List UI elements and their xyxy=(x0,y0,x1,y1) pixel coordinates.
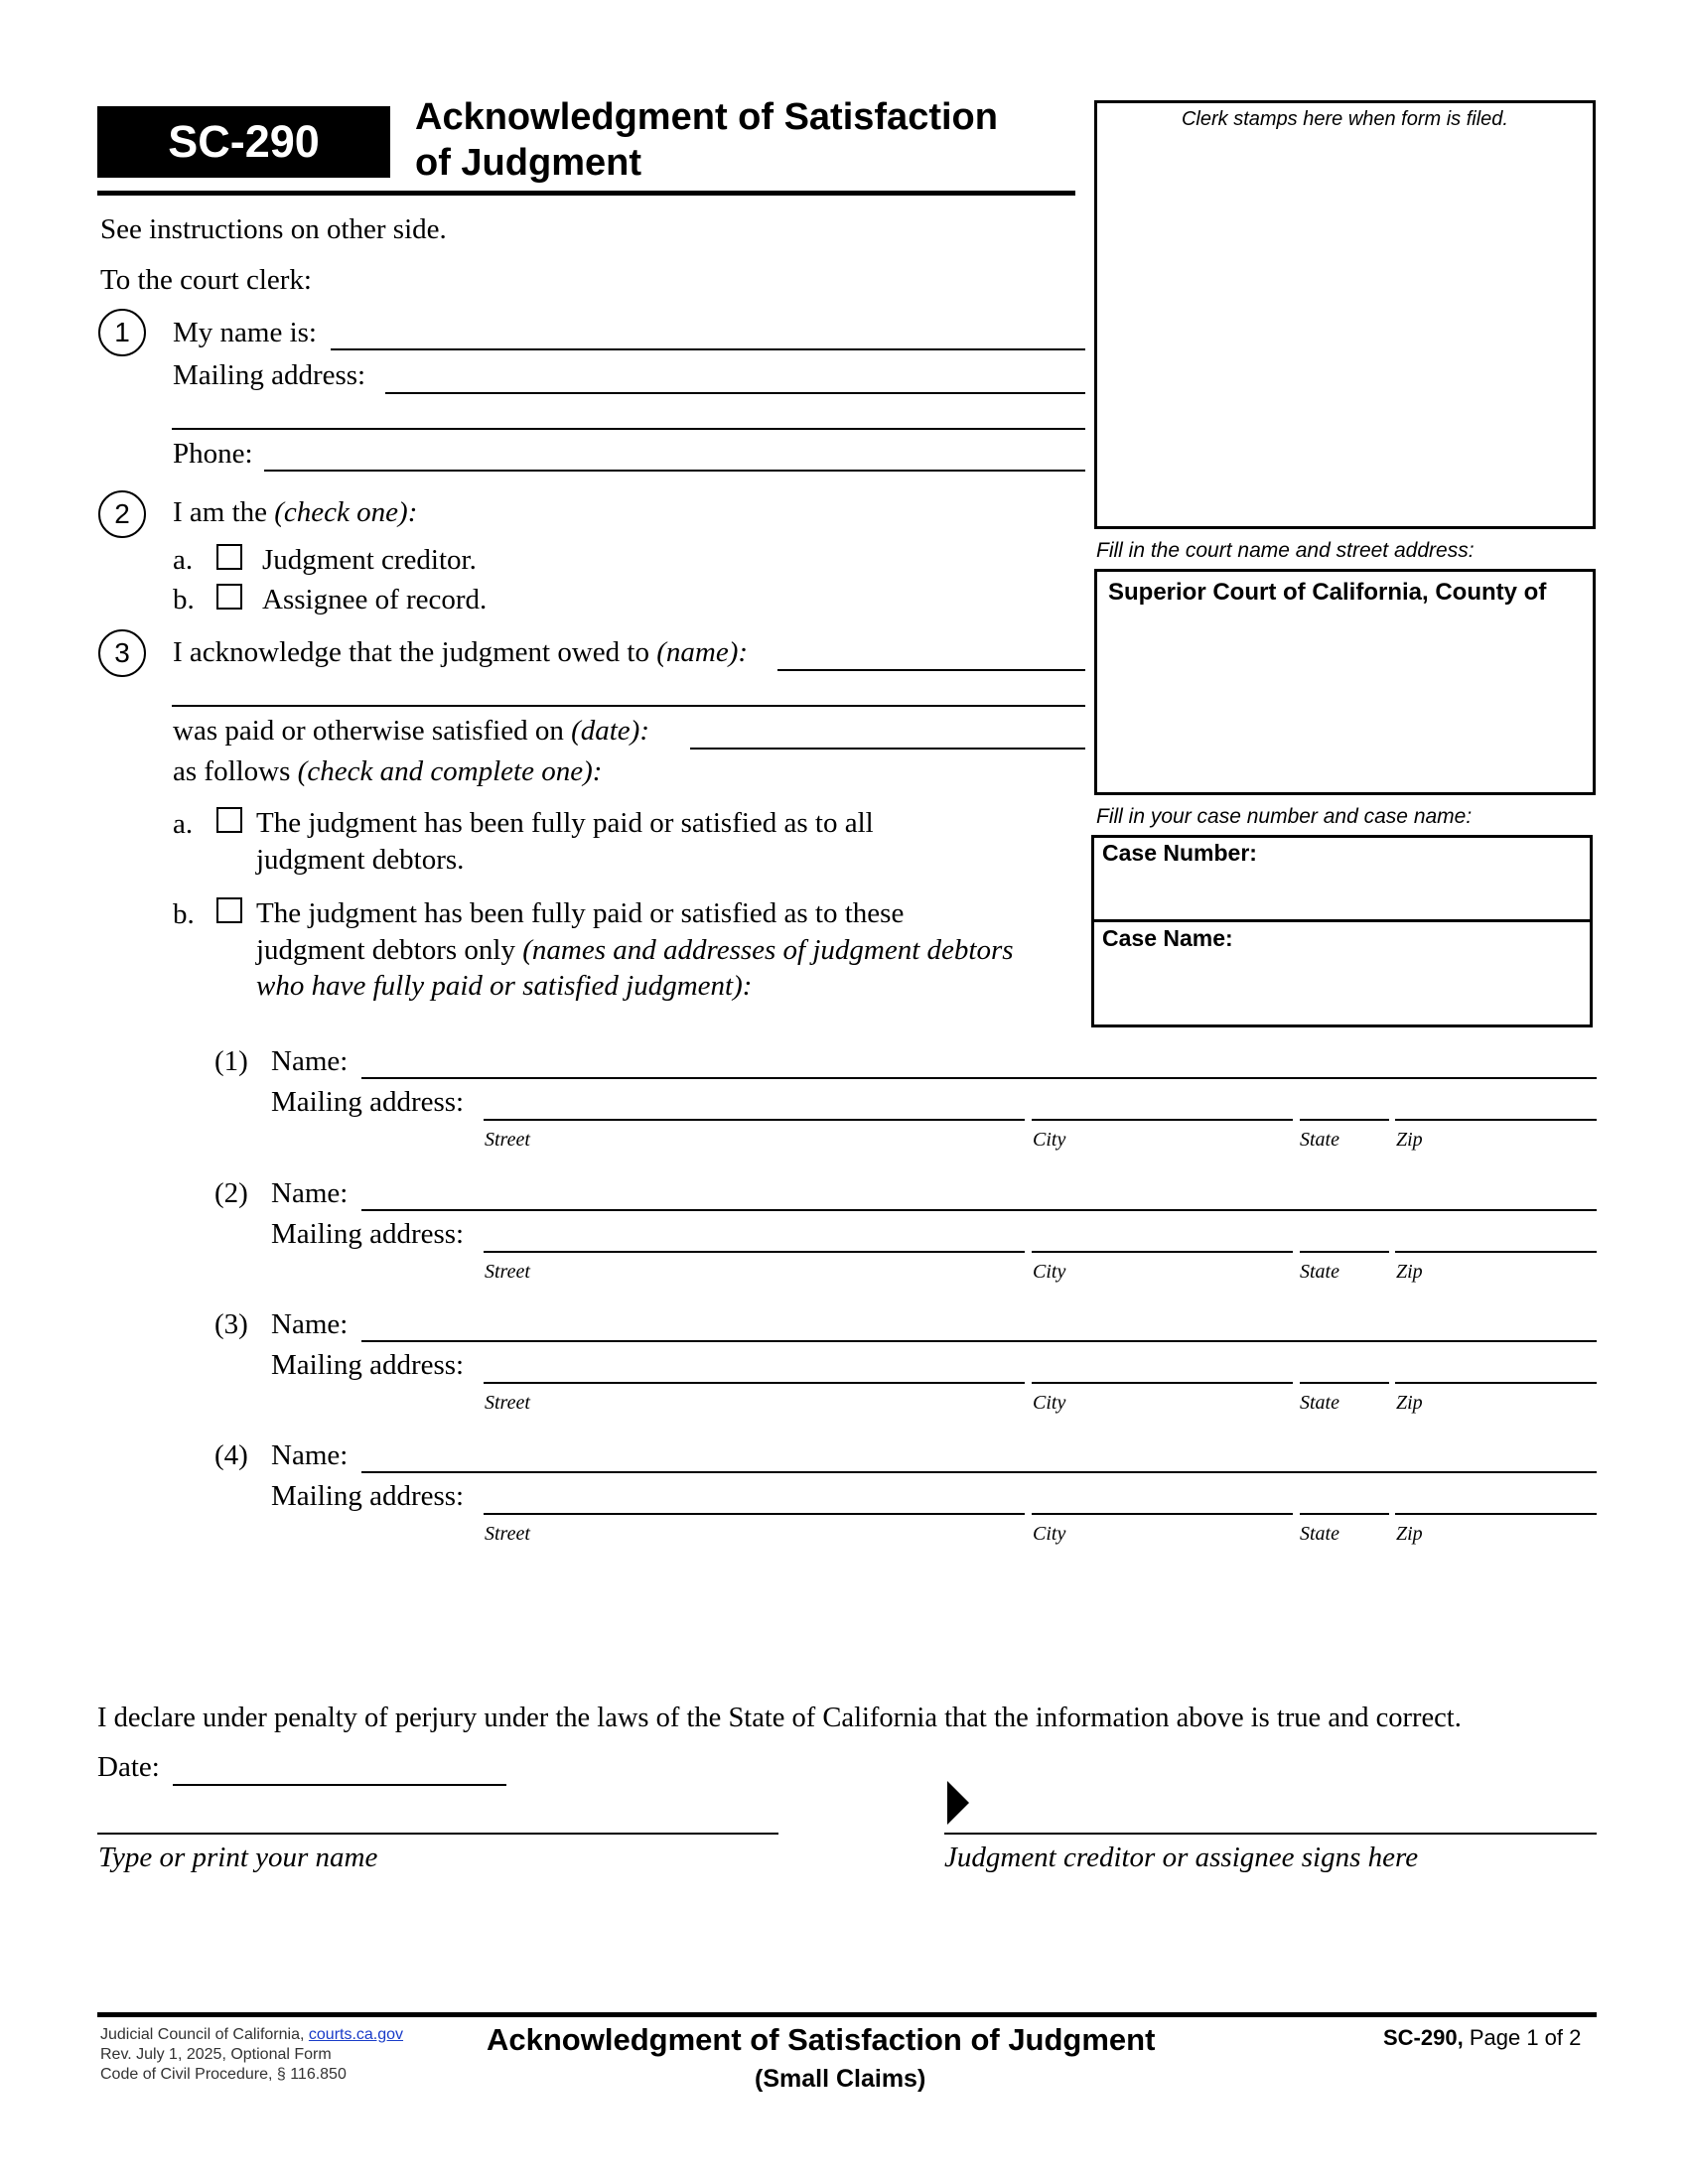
phone-field[interactable] xyxy=(264,470,1085,472)
debtor-1-name-label: Name: xyxy=(271,1045,349,1077)
role-option-b-letter: b. xyxy=(173,584,195,615)
debtor-1-city-caption: City xyxy=(1033,1129,1066,1151)
date-field[interactable] xyxy=(173,1784,506,1786)
debtor-3-zip-caption: Zip xyxy=(1396,1392,1423,1414)
mailing-address-label: Mailing address: xyxy=(173,359,366,391)
fully-paid-some-line2-main: judgment debtors only xyxy=(256,934,515,966)
satisfaction-option-a-letter: a. xyxy=(173,808,194,840)
fully-paid-some-line2 xyxy=(256,936,1014,965)
debtor-1-state-caption: State xyxy=(1300,1129,1339,1151)
case-number-label: Case Number: xyxy=(1102,840,1257,866)
debtor-1-city-field[interactable] xyxy=(1032,1119,1293,1121)
acknowledge-main: I acknowledge that the judgment owed to xyxy=(173,636,649,668)
role-question xyxy=(173,498,417,527)
debtor-3-zip-field[interactable] xyxy=(1395,1382,1597,1384)
debtor-1-street-caption: Street xyxy=(485,1129,530,1151)
case-name-label: Case Name: xyxy=(1102,925,1233,951)
acknowledge-text xyxy=(173,638,748,667)
courts-link[interactable]: courts.ca.gov xyxy=(308,2026,404,2043)
form-title-line1: Acknowledgment of Satisfaction xyxy=(415,96,998,138)
to-court-clerk: To the court clerk: xyxy=(100,264,312,296)
debtor-1-zip-field[interactable] xyxy=(1395,1119,1597,1121)
debtor-4-state-field[interactable] xyxy=(1300,1513,1389,1515)
assignee-checkbox[interactable] xyxy=(216,584,242,610)
debtor-2-street-field[interactable] xyxy=(484,1251,1025,1253)
clerk-stamp-box xyxy=(1094,100,1596,529)
header-rule xyxy=(97,191,1075,196)
mailing-address-field[interactable] xyxy=(385,392,1085,394)
debtor-2-zip-caption: Zip xyxy=(1396,1261,1423,1283)
debtor-3-state-caption: State xyxy=(1300,1392,1339,1414)
debtor-4-city-field[interactable] xyxy=(1032,1513,1293,1515)
debtor-3-street-caption: Street xyxy=(485,1392,530,1414)
as-follows-hint: (check and complete one): xyxy=(297,755,603,787)
debtor-4-number: (4) xyxy=(214,1439,248,1471)
assignee-label: Assignee of record. xyxy=(262,584,488,615)
date-label: Date: xyxy=(97,1751,160,1783)
clerk-stamp-label: Clerk stamps here when form is filed. xyxy=(1181,108,1508,130)
footer-rule xyxy=(97,2012,1597,2017)
debtor-2-state-field[interactable] xyxy=(1300,1251,1389,1253)
item-2-number: 2 xyxy=(98,490,146,538)
debtor-3-mailing-label: Mailing address: xyxy=(271,1349,465,1381)
debtor-1-mailing-label: Mailing address: xyxy=(271,1086,465,1118)
fully-paid-all-line1: The judgment has been fully paid or satisfied as to all xyxy=(256,807,874,839)
debtor-4-city-caption: City xyxy=(1033,1523,1066,1545)
debtor-4-name-field[interactable] xyxy=(361,1471,1597,1473)
debtor-4-mailing-label: Mailing address: xyxy=(271,1480,465,1512)
footer-page-number: Page 1 of 2 xyxy=(1469,2025,1582,2050)
debtor-3-name-field[interactable] xyxy=(361,1340,1597,1342)
footer-form-id: SC-290, xyxy=(1383,2025,1464,2050)
signature-field[interactable] xyxy=(944,1833,1597,1835)
judgment-creditor-checkbox[interactable] xyxy=(216,544,242,570)
court-name: Superior Court of California, County of xyxy=(1108,579,1547,606)
debtor-2-zip-field[interactable] xyxy=(1395,1251,1597,1253)
debtor-2-street-caption: Street xyxy=(485,1261,530,1283)
debtor-4-name-label: Name: xyxy=(271,1439,349,1471)
perjury-declaration: I declare under penalty of perjury under the laws of the State of California that the information above is true and correct. xyxy=(97,1703,1462,1733)
my-name-label: My name is: xyxy=(173,317,317,348)
fully-paid-some-checkbox[interactable] xyxy=(216,897,242,923)
acknowledge-hint: (name): xyxy=(656,636,749,668)
debtor-4-street-field[interactable] xyxy=(484,1513,1025,1515)
debtor-4-state-caption: State xyxy=(1300,1523,1339,1545)
role-question-hint: (check one): xyxy=(274,496,418,528)
signature-caption: Judgment creditor or assignee signs here xyxy=(944,1842,1419,1873)
case-number-box[interactable] xyxy=(1091,835,1593,922)
my-name-field[interactable] xyxy=(331,348,1085,350)
court-instruction: Fill in the court name and street address: xyxy=(1096,539,1475,562)
fully-paid-some-line3: who have fully paid or satisfied judgment): xyxy=(256,970,753,1002)
fully-paid-all-checkbox[interactable] xyxy=(216,807,242,833)
fully-paid-some-line1: The judgment has been fully paid or satisfied as to these xyxy=(256,897,905,929)
printed-name-field[interactable] xyxy=(97,1833,778,1835)
fully-paid-all-line2: judgment debtors. xyxy=(256,844,465,876)
paid-on-main: was paid or otherwise satisfied on xyxy=(173,715,564,747)
footer-revision: Rev. July 1, 2025, Optional Form xyxy=(100,2046,332,2063)
creditor-name-field-line2[interactable] xyxy=(172,705,1085,707)
printed-name-caption: Type or print your name xyxy=(98,1842,378,1873)
debtor-1-street-field[interactable] xyxy=(484,1119,1025,1121)
debtor-3-state-field[interactable] xyxy=(1300,1382,1389,1384)
item-1-number: 1 xyxy=(98,309,146,356)
footer-council-line xyxy=(100,2025,403,2045)
court-address-box[interactable] xyxy=(1094,569,1596,795)
instructions-note: See instructions on other side. xyxy=(100,213,447,245)
debtor-2-city-caption: City xyxy=(1033,1261,1066,1283)
form-title xyxy=(415,94,998,186)
debtor-1-name-field[interactable] xyxy=(361,1077,1597,1079)
footer-info xyxy=(100,2025,403,2085)
role-question-text: I am the xyxy=(173,496,268,528)
debtor-4-zip-caption: Zip xyxy=(1396,1523,1423,1545)
debtor-2-name-field[interactable] xyxy=(361,1209,1597,1211)
as-follows-main: as follows xyxy=(173,755,291,787)
debtor-2-state-caption: State xyxy=(1300,1261,1339,1283)
paid-on-hint: (date): xyxy=(571,715,649,747)
phone-label: Phone: xyxy=(173,438,253,470)
debtor-2-name-label: Name: xyxy=(271,1177,349,1209)
debtor-3-street-field[interactable] xyxy=(484,1382,1025,1384)
sign-here-arrow-icon xyxy=(947,1781,969,1825)
case-instruction: Fill in your case number and case name: xyxy=(1096,805,1473,828)
debtor-1-state-field[interactable] xyxy=(1300,1119,1389,1121)
debtor-3-name-label: Name: xyxy=(271,1308,349,1340)
debtor-4-zip-field[interactable] xyxy=(1395,1513,1597,1515)
debtor-2-mailing-label: Mailing address: xyxy=(271,1218,465,1250)
debtor-2-city-field[interactable] xyxy=(1032,1251,1293,1253)
satisfied-date-field[interactable] xyxy=(690,748,1085,750)
footer-code: Code of Civil Procedure, § 116.850 xyxy=(100,2066,347,2083)
form-id-badge: SC-290 xyxy=(97,106,390,178)
debtor-1-number: (1) xyxy=(214,1045,248,1077)
footer-council: Judicial Council of California, xyxy=(100,2026,305,2043)
creditor-name-field[interactable] xyxy=(777,669,1085,671)
debtor-3-city-caption: City xyxy=(1033,1392,1066,1414)
form-title-line2: of Judgment xyxy=(415,142,641,184)
debtor-3-number: (3) xyxy=(214,1308,248,1340)
footer-page xyxy=(1383,2025,1581,2051)
paid-on-text xyxy=(173,717,649,746)
as-follows-text xyxy=(173,757,602,786)
judgment-creditor-label: Judgment creditor. xyxy=(262,544,477,576)
fully-paid-some-line2-hint: (names and addresses of judgment debtors xyxy=(522,934,1014,966)
debtor-3-city-field[interactable] xyxy=(1032,1382,1293,1384)
debtor-4-street-caption: Street xyxy=(485,1523,530,1545)
role-option-a-letter: a. xyxy=(173,544,194,576)
debtor-1-zip-caption: Zip xyxy=(1396,1129,1423,1151)
footer-title: Acknowledgment of Satisfaction of Judgment xyxy=(487,2022,1156,2057)
item-3-number: 3 xyxy=(98,629,146,677)
debtor-2-number: (2) xyxy=(214,1177,248,1209)
satisfaction-option-b-letter: b. xyxy=(173,898,195,930)
mailing-address-field-line2[interactable] xyxy=(172,428,1085,430)
case-name-box[interactable] xyxy=(1091,919,1593,1027)
footer-subtitle: (Small Claims) xyxy=(755,2065,926,2093)
